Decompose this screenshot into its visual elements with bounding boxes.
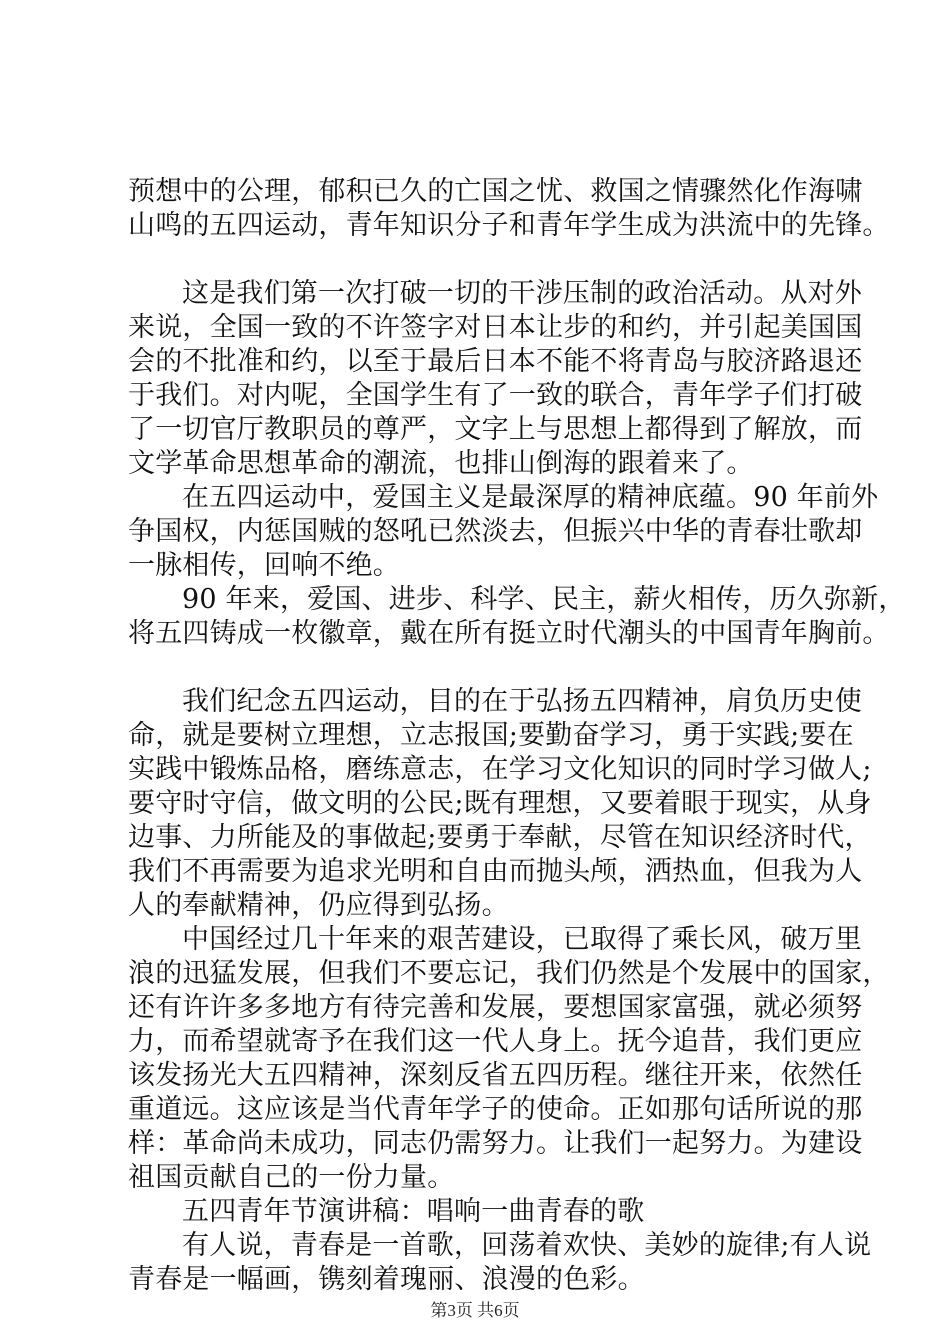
text-line: 要守时守信，做文明的公民;既有理想，又要着眼于现实，从身 [128,788,872,819]
text-line: 实践中锻炼品格，磨练意志，在学习文化知识的同时学习做人; [128,754,872,785]
text-line: 一脉相传，回响不绝。 [128,550,400,581]
text-line-last: 青春是一幅画，镌刻着瑰丽、浪漫的色彩。 [128,1264,645,1295]
text-line: 在五四运动中，爱国主义是最深厚的精神底蕴。90 年前外 [182,482,879,513]
text-line: 会的不批准和约，以至于最后日本不能不将青岛与胶济路退还 [128,346,863,377]
text-line: 将五四铸成一枚徽章，戴在所有挺立时代潮头的中国青年胸前。 [128,618,890,649]
text-line: 这是我们第一次打破一切的干涉压制的政治活动。从对外 [182,278,862,309]
text-line: 浪的迅猛发展，但我们不要忘记，我们仍然是个发展中的国家， [128,958,890,989]
text-line: 来说，全国一致的不许签字对日本让步的和约，并引起美国国 [128,312,863,343]
text-line: 文学革命思想革命的潮流，也排山倒海的跟着来了。 [128,448,754,479]
text-line: 力，而希望就寄予在我们这一代人身上。抚今追昔，我们更应 [128,1026,863,1057]
text-line: 于我们。对内呢，全国学生有了一致的联合，青年学子们打破 [128,380,863,411]
text-line: 重道远。这应该是当代青年学子的使命。正如那句话所说的那 [128,1094,863,1125]
text-line: 山鸣的五四运动，青年知识分子和青年学生成为洪流中的先锋。 [128,210,890,241]
text-line: 该发扬光大五四精神，深刻反省五四历程。继往开来，依然任 [128,1060,863,1091]
text-line: 了一切官厅教职员的尊严，文字上与思想上都得到了解放，而 [128,414,863,445]
section-heading: 五四青年节演讲稿：唱响一曲青春的歌 [182,1196,645,1227]
text-line: 预想中的公理，郁积已久的亡国之忧、救国之情骤然化作海啸 [128,176,863,207]
text-line: 边事、力所能及的事做起;要勇于奉献，尽管在知识经济时代， [128,822,872,853]
text-line: 样：革命尚未成功，同志仍需努力。让我们一起努力。为建设 [128,1128,863,1159]
text-line: 争国权，内惩国贼的怒吼已然淡去，但振兴中华的青春壮歌却 [128,516,863,547]
text-line: 人的奉献精神，仍应得到弘扬。 [128,890,509,921]
text-line: 90 年来，爱国、进步、科学、民主，薪火相传，历久弥新， [182,584,906,615]
text-line: 我们纪念五四运动，目的在于弘扬五四精神，肩负历史使 [182,686,862,717]
text-line: 我们不再需要为追求光明和自由而抛头颅，洒热血，但我为人 [128,856,863,887]
text-line: 有人说，青春是一首歌，回荡着欢快、美妙的旋律;有人说 [182,1230,872,1261]
page-number: 第3页 共6页 [430,1301,520,1320]
text-line: 祖国贡献自己的一份力量。 [128,1162,455,1193]
text-line: 还有许许多多地方有待完善和发展，要想国家富强，就必须努 [128,992,863,1023]
text-line: 中国经过几十年来的艰苦建设，已取得了乘长风，破万里 [182,924,862,955]
text-line: 命，就是要树立理想，立志报国;要勤奋学习，勇于实践;要在 [128,720,854,751]
